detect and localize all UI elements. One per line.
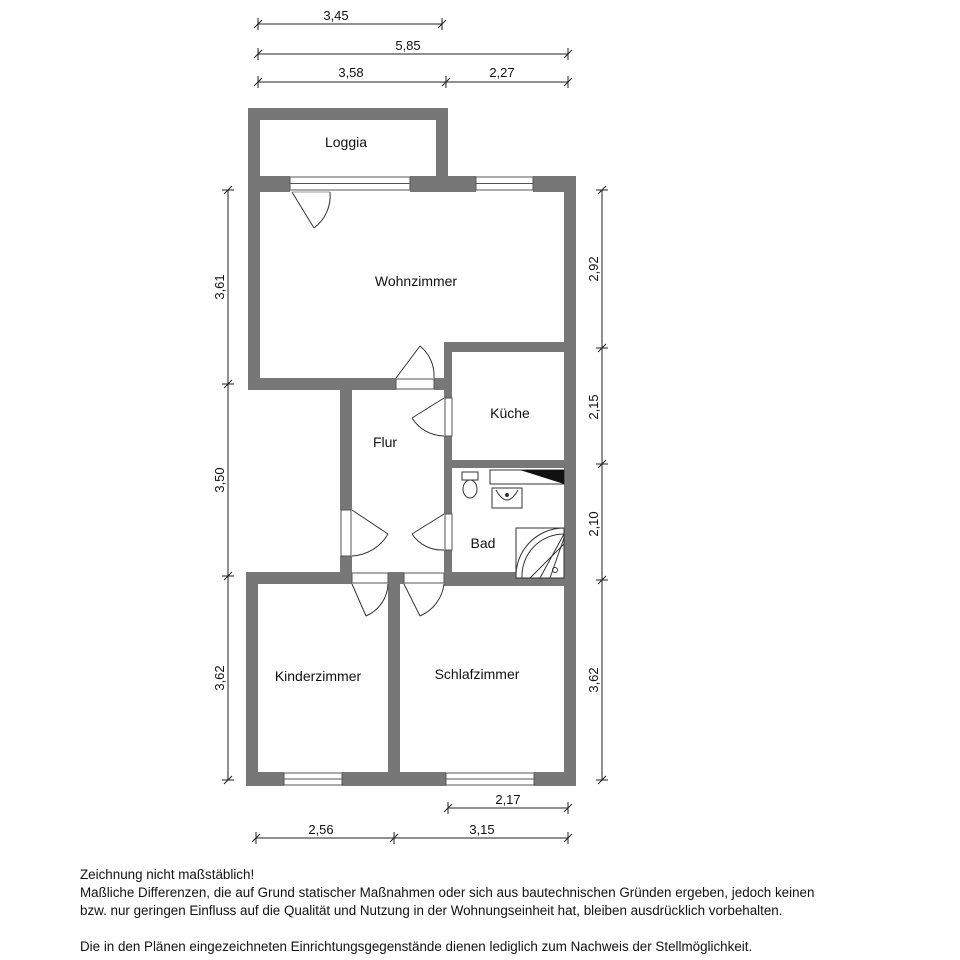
bath-fixtures	[462, 470, 564, 578]
door-kitchen	[412, 398, 452, 436]
wall-kitchen-left-a	[444, 342, 452, 398]
dim-top-3a: 3,58	[338, 65, 364, 80]
dim-left-1: 3,61	[212, 274, 227, 300]
disclaimer-notes	[80, 866, 940, 956]
dim-right-3: 2,10	[586, 511, 601, 537]
dim-bottom-1: 2,17	[495, 792, 521, 807]
dimension-labels	[212, 8, 601, 837]
door-bedroom	[404, 573, 444, 616]
dim-bottom-2b: 3,15	[469, 822, 495, 837]
wall-kitchen-bad	[444, 460, 576, 468]
door-hall-left	[341, 510, 388, 556]
toilet-icon	[462, 472, 478, 498]
wall-bottom-a	[246, 772, 284, 786]
room-label-kueche: Küche	[490, 405, 530, 421]
door-balcony	[292, 192, 330, 228]
wall-bottom-c	[534, 772, 576, 786]
dimension-lines	[222, 18, 608, 844]
dim-left-3: 3,62	[212, 665, 227, 691]
wall-bedroom-partition	[388, 572, 400, 786]
room-label-bad: Bad	[470, 535, 496, 551]
wall-kitchen-top	[446, 342, 576, 352]
note-furniture: Die in den Plänen eingezeichneten Einrichtungsgegenstände dienen lediglich zum Nachweis der Stellmöglichkeit.	[80, 939, 753, 954]
dim-bottom-2a: 2,56	[308, 822, 334, 837]
wall-bottom-b	[342, 772, 446, 786]
dim-right-1: 2,92	[586, 256, 601, 282]
wall-bedrooms-top-a	[246, 572, 352, 584]
room-label-schlafzimmer: Schlafzimmer	[434, 666, 520, 682]
wall-right-outer	[564, 176, 576, 786]
wall-bath-left-a	[444, 466, 452, 514]
dim-left-2: 3,50	[212, 467, 227, 493]
dim-right-4: 3,62	[586, 667, 601, 693]
dim-right-2: 2,15	[586, 394, 601, 420]
wall-loggia-top	[248, 108, 448, 120]
sink-icon	[492, 488, 522, 508]
note-dimensions-2: bzw. nur geringen Einfluss auf die Qualität und Nutzung in der Wohnungseinheit hat, bleiben ausdrücklich vorbehalten.	[80, 903, 783, 918]
room-label-kinderzimmer: Kinderzimmer	[274, 668, 362, 684]
door-kids	[352, 573, 388, 616]
wall-kids-left	[246, 572, 258, 786]
room-labels	[275, 134, 530, 684]
dim-top-3b: 2,27	[489, 65, 515, 80]
door-bath	[412, 514, 452, 550]
note-dimensions-1: Maßliche Differenzen, die auf Grund statischer Maßnahmen oder sich aus bautechnischen Gründen ergeben, jedoch keinen	[80, 885, 815, 900]
dim-top-1: 3,45	[323, 8, 349, 23]
room-label-loggia: Loggia	[324, 134, 368, 150]
dim-top-2: 5,85	[395, 38, 421, 53]
room-label-wohnzimmer: Wohnzimmer	[374, 273, 458, 289]
wall-hall-left-a	[340, 378, 352, 510]
doors	[292, 192, 452, 616]
wall-living-bottom-a	[248, 378, 396, 390]
wall-living-left	[248, 176, 260, 390]
door-living	[396, 346, 434, 389]
walls	[246, 108, 576, 786]
room-label-flur: Flur	[372, 434, 398, 450]
shower-icon	[516, 528, 564, 578]
wall-living-top-b	[410, 176, 476, 192]
note-not-to-scale: Zeichnung nicht maßstäblich!	[80, 867, 255, 882]
counter-icon	[490, 470, 564, 484]
